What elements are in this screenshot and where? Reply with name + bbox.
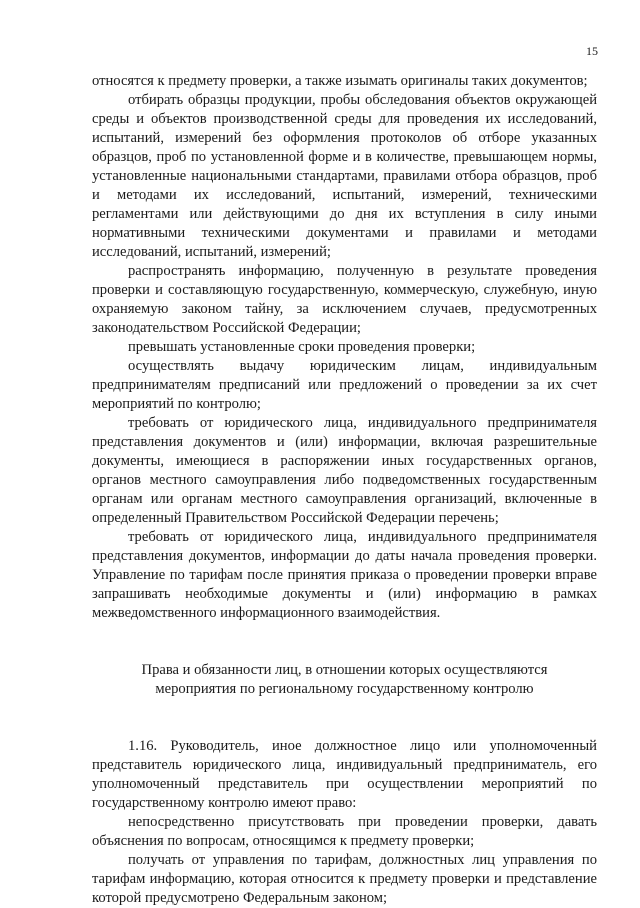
- spacer: [92, 718, 597, 737]
- paragraph-confidential-info: распространять информацию, полученную в результате проведения проверки и составляющую государственную, коммерческую, служебную, иную охраняемую законом тайну, за исключением случаев, предусмотренных законодательством Российской Федерации;: [92, 263, 597, 336]
- document-body: [92, 72, 597, 908]
- paragraph-prescriptions: осуществлять выдачу юридическим лицам, индивидуальным предпринимателям предписаний или предложений о проведении за их счет мероприятий по контролю;: [92, 358, 597, 412]
- paragraph-continuation: относятся к предмету проверки, а также изымать оригиналы таких документов;: [92, 73, 588, 89]
- section-heading-line: мероприятия по региональному государственному контролю: [155, 681, 534, 697]
- paragraph-deadlines: превышать установленные сроки проведения проверки;: [128, 339, 476, 355]
- paragraph-right-information: получать от управления по тарифам, должностных лиц управления по тарифам информацию, которая относится к предмету проверки и представление которой предусмотрено Федеральным законом;: [92, 852, 597, 906]
- paragraph-rights-intro: 1.16. Руководитель, иное должностное лицо или уполномоченный представитель юридического лица, индивидуальный предприниматель, его уполномоченный представитель при осуществлении мероприятий по государственному контролю имеют право:: [92, 738, 597, 811]
- section-heading: [92, 661, 597, 699]
- paragraph-documents-before-start: требовать от юридического лица, индивидуального предпринимателя представления документов, информации до даты начала проведения проверки. Управление по тарифам после принятия приказа о проведении проверки вправе запрашивать необходимые документы и (или) информацию в рамках межведомственного информационного взаимодействия.: [92, 529, 597, 621]
- paragraph-right-attend: непосредственно присутствовать при проведении проверки, давать объяснения по вопросам, относящимся к предмету проверки;: [92, 814, 597, 849]
- section-heading-line: Права и обязанности лиц, в отношении которых осуществляются: [141, 662, 548, 678]
- paragraph-documents-request: требовать от юридического лица, индивидуального предпринимателя представления документов и (или) информации, включая разрешительные документы, имеющиеся в распоряжении иных государственных органов, органов местного самоуправления либо подведомственных государственным органам или органам местного самоуправления организаций, включенные в определенный Правительством Российской Федерации перечень;: [92, 415, 597, 526]
- page-number: 15: [586, 44, 598, 58]
- spacer: [92, 623, 597, 642]
- paragraph-samples: отбирать образцы продукции, пробы обследования объектов окружающей среды и объектов производственной среды для проведения их исследований, испытаний, измерений без оформления протоколов об отборе указанных образцов, проб по установленной форме и в количестве, превышающем нормы, установленные национальными стандартами, правилами отбора образцов, проб и методами их исследований, испытаний, измерений, техническими регламентами или действующими до дня их вступления в силу иными нормативными техническими документами и правилами и методами исследований, испытаний, измерений;: [92, 92, 597, 260]
